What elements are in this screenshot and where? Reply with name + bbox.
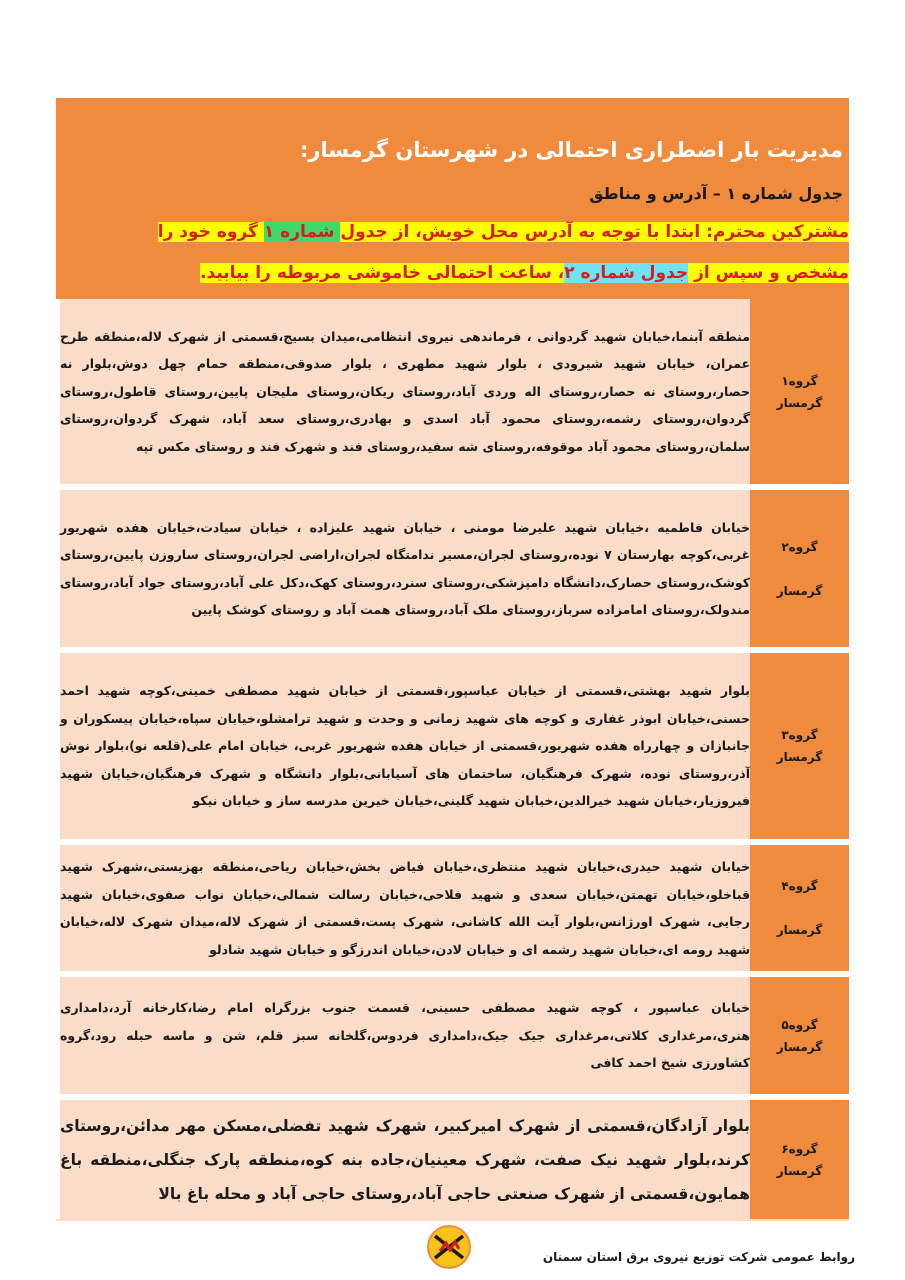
tavanir-logo-icon xyxy=(426,1224,472,1270)
group-city: گرمسار xyxy=(776,923,823,937)
group-areas: خیابان عباسپور ، کوچه شهید مصطفی حسینی، قسمت جنوب بزرگراه امام رضا،کارخانه آرد،دامداری هنری،مرغداری کلاتی،مرغداری جیک جیک،دامداری فردوس،گلخانه سبز قلم، شن و ماسه حبله رود،گروه کشاورزی شیخ احمد کافی xyxy=(58,974,750,1097)
group-number: گروه۵ xyxy=(781,1017,818,1032)
notice-text-2a: مشخص و سپس از xyxy=(688,263,849,283)
page-title: مدیریت بار اضطراری احتمالی در شهرستان گرمسار: xyxy=(300,138,843,162)
group-areas: بلوار آزادگان،قسمتی از شهرک امیرکبیر، شهرک شهید تفضلی،مسکن مهر مدائن،روستای کرند،بلوار شهید نیک صفت، شهرک معینیان،جاده بنه کوه،منطقه پارک جنگلی،منطقه باغ همایون،قسمتی از شهرک صنعتی حاجی آباد،روستای حاجی آباد و محله باغ بالا xyxy=(58,1097,750,1219)
table-row xyxy=(58,1097,849,1219)
table-subtitle: جدول شماره ۱ – آدرس و مناطق xyxy=(589,184,843,203)
group-city: گرمسار xyxy=(776,1039,823,1054)
document-sheet xyxy=(56,98,849,1221)
document-header xyxy=(56,98,849,299)
group-areas: خیابان شهید حیدری،خیابان شهید منتظری،خیابان فیاض بخش،خیابان ریاحی،منطقه بهزیستی،شهرک شهید قباخلو،خیابان تهمتن،خیابان سعدی و شهید فلاحی،خیابان رسالت شمالی،خیابان نواب صفوی،خیابان شهید رجایی، شهرک اورژانس،بلوار آیت الله کاشانی، شهرک پست،قسمتی از شهرک لاله،میدان شهرک لاله،خیابان شهید رومه ای،خیابان شهید رشمه ای و خیابان لادن،خیابان اندرزگو و خیابان شهید شادلو xyxy=(58,842,750,974)
notice-highlight-number: شماره ۱ xyxy=(263,222,335,242)
groups-table xyxy=(56,299,849,1219)
notice-line-1 xyxy=(56,212,849,253)
table-row xyxy=(58,650,849,842)
group-city: گرمسار xyxy=(776,750,823,764)
table-row xyxy=(58,299,849,487)
group-number: گروه۶ xyxy=(781,1141,818,1156)
group-label xyxy=(750,974,849,1097)
footer xyxy=(0,1222,905,1280)
notice-text-1b: گروه خود را xyxy=(157,222,264,242)
group-city: گرمسار xyxy=(776,1163,823,1178)
footer-publisher: روابط عمومی شرکت توزیع نیروی برق استان سمنان xyxy=(542,1250,855,1264)
notice-text-2b: ، ساعت احتمالی خاموشی مربوطه را بیابید. xyxy=(200,263,565,283)
notice-text-1a: مشترکین محترم: ابتدا با توجه به آدرس محل خویش، از xyxy=(387,222,849,242)
group-label xyxy=(750,650,849,842)
group-city: گرمسار xyxy=(776,395,823,410)
table-row xyxy=(58,974,849,1097)
notice-highlight-table: جدول xyxy=(340,222,388,242)
table-row xyxy=(58,842,849,974)
notice-line-2 xyxy=(56,253,849,294)
subscriber-notice xyxy=(56,212,849,294)
group-number: گروه۴ xyxy=(781,879,818,893)
group-number: گروه۱ xyxy=(781,373,818,388)
group-label xyxy=(750,842,849,974)
notice-highlight-table2: جدول شماره ۲ xyxy=(564,263,689,283)
group-number: گروه۲ xyxy=(781,539,818,554)
group-areas: منطقه آبنما،خیابان شهید گردوانی ، فرماندهی نیروی انتظامی،میدان بسیج،قسمتی از شهرک لاله،منطقه طرح عمران، خیابان شهید شیرودی ، بلوار شهید مطهری ، بلوار صدوقی،منطقه حمام چهل دوش،بلوار نه حصار،روستای نه حصار،روستای اله وردی آباد،روستای ریکان،روستای ملیجان پایین،روستای قاطول،روستای گردوان،روستای رشمه،روستای محمود آباد اسدی و بهادری،روستای سعد آباد، شهرک گردوان،روستای سلمان،روستای محمود آباد موقوفه،روستای شه سفید،روستای فند و شهرک فند و روستای مکس تپه xyxy=(58,299,750,487)
group-city: گرمسار xyxy=(776,583,823,598)
group-label xyxy=(750,299,849,487)
group-label xyxy=(750,1097,849,1219)
group-number: گروه۳ xyxy=(781,728,818,742)
group-areas: خیابان فاطمیه ،خیابان شهید علیرضا مومنی ، خیابان شهید علیزاده ، خیابان سیادت،خیابان هفده شهریور غربی،کوچه بهارستان ۷ نوده،روستای لجران،مسیر ندامتگاه لجران،اراضی لجران،روستای ساروزن پایین،روستای کوشک،روستای حصارک،دانشگاه دامپزشکی،روستای سنرد،روستای کهک،دکل علی آباد،روستای جواد آباد،روستای مندولک،روستای امامزاده سرباز،روستای ملک آباد،روستای همت آباد و روستای کوشک پایین xyxy=(58,487,750,650)
table-row xyxy=(58,487,849,650)
group-areas: بلوار شهید بهشتی،قسمتی از خیابان عباسپور،قسمتی از خیابان شهید مصطفی خمینی،کوچه شهید احمد حسنی،خیابان ابوذر غفاری و کوچه های شهید زمانی و وحدت و شهید ترامشلو،خیابان سپاه،خیابان پیسکوران و جانبازان و چهارراه هفده شهریور،قسمتی از خیابان هفده شهریور غربی، خیابان امام علی(قلعه نو)،بلوار نوش آذر،روستای نوده، شهرک فرهنگیان، ساختمان های آسیابانی،بلوار دانشگاه و شهرک فرهنگیان،خیابان شهید فیروزیار،خیابان شهید خیرالدین،خیابان شهید گلینی،خیابان خیرین مدرسه ساز و خیابان نیکو xyxy=(58,650,750,842)
group-label xyxy=(750,487,849,650)
